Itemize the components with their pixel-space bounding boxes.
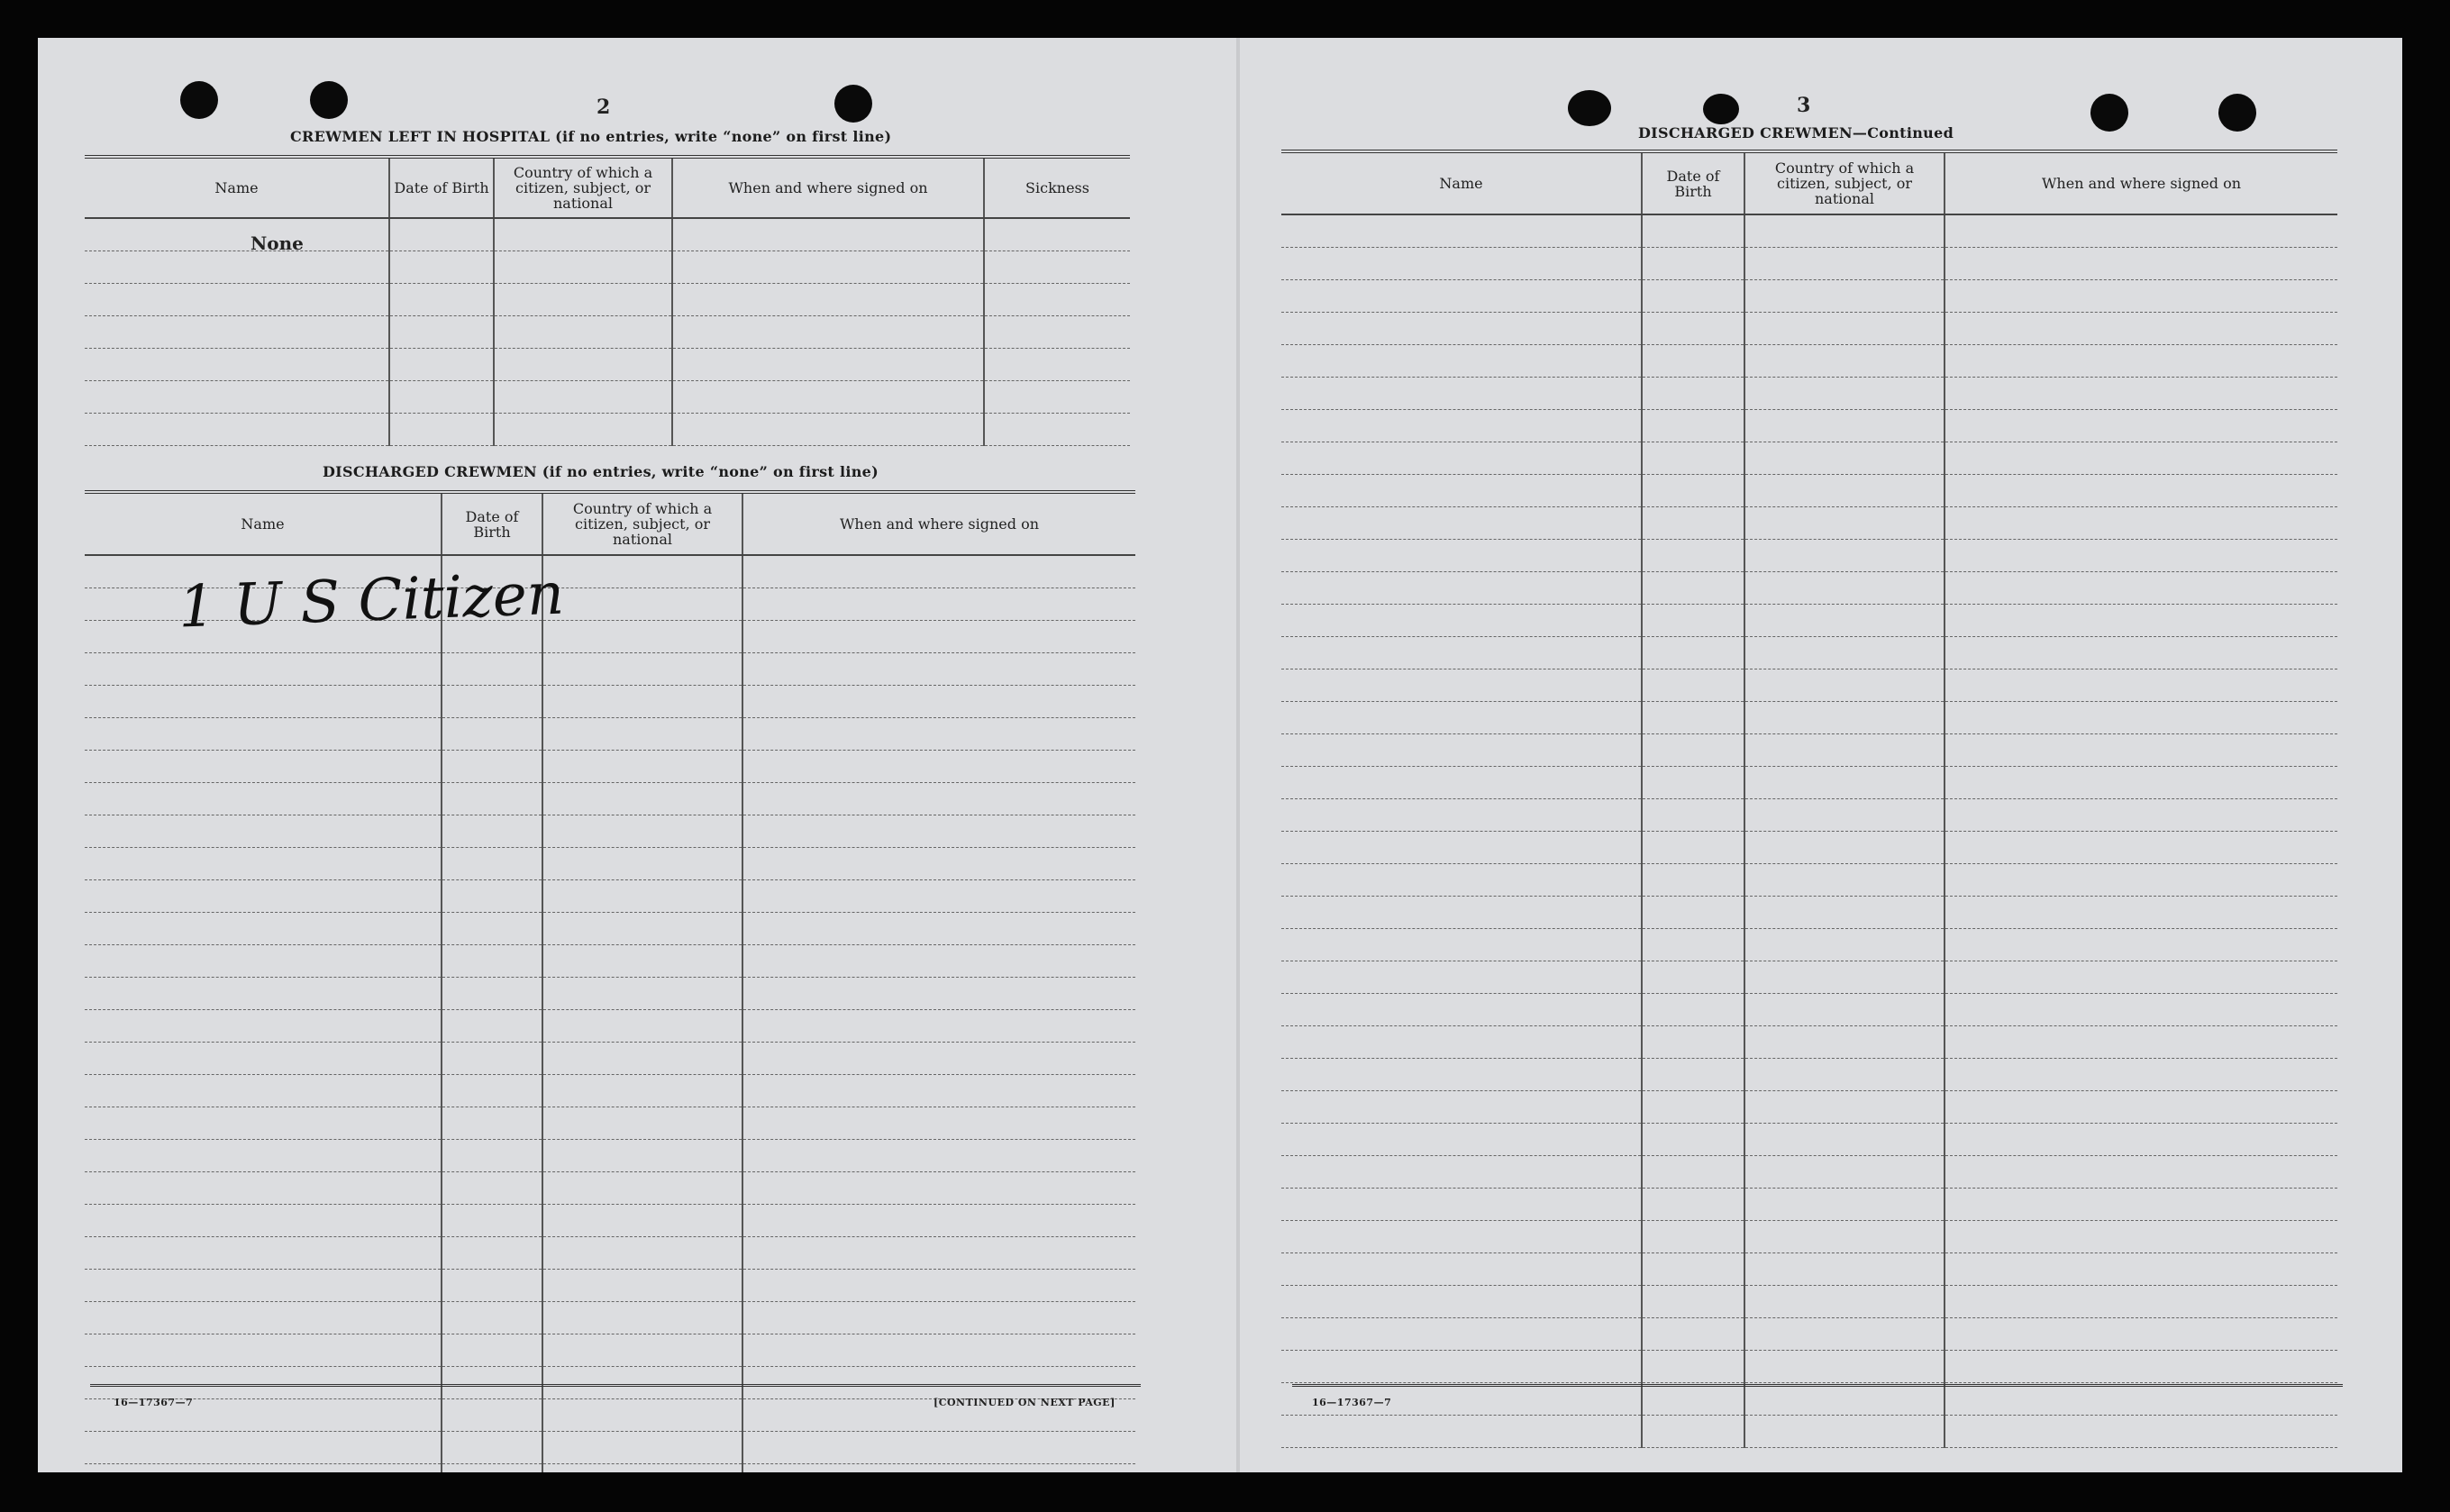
table-row <box>1281 734 2337 767</box>
table-row <box>1281 897 2337 929</box>
hospital-table <box>85 155 1130 446</box>
right-title: DISCHARGED CREWMEN <box>1638 124 1853 141</box>
table-row <box>85 1302 1135 1334</box>
table-row <box>1281 799 2337 832</box>
table-row <box>85 1464 1135 1473</box>
hospital-note: (if no entries, write “none” on first line) <box>555 128 892 145</box>
discharged-section-title <box>323 463 879 480</box>
table-row <box>1281 994 2337 1026</box>
table-row <box>1281 1286 2337 1318</box>
table-row <box>1281 1351 2337 1383</box>
table-row <box>85 783 1135 815</box>
table-row <box>85 815 1135 848</box>
table-row <box>85 414 1130 446</box>
table-row <box>85 880 1135 913</box>
right-title-suffix: —Continued <box>1852 124 1954 141</box>
table-row <box>1281 702 2337 734</box>
table-row <box>1281 1416 2337 1448</box>
table-row <box>1281 507 2337 540</box>
table-row <box>85 1010 1135 1043</box>
table-row <box>1281 637 2337 669</box>
punch-hole <box>2090 94 2128 132</box>
table-row <box>1281 410 2337 442</box>
table-row <box>1281 280 2337 313</box>
column-header-sickness: Sickness <box>984 157 1130 218</box>
table-row <box>1281 572 2337 605</box>
table-row <box>1281 864 2337 897</box>
table-row <box>1281 1189 2337 1221</box>
table-row <box>1281 1026 2337 1059</box>
punch-hole <box>1703 94 1739 124</box>
table-row <box>1281 475 2337 507</box>
column-header-name: Name <box>85 157 389 218</box>
table-row <box>1281 313 2337 345</box>
continued-section-title <box>1638 124 1954 141</box>
table-row <box>1281 1318 2337 1351</box>
punch-hole <box>834 85 872 123</box>
column-header-name: Name <box>85 492 442 555</box>
table-row <box>85 316 1130 349</box>
hospital-section-title <box>290 128 891 145</box>
discharged-rows <box>85 555 1135 1472</box>
discharged-continued-table <box>1281 150 2337 1448</box>
none-entry: None <box>250 232 304 254</box>
handwritten-entry: 1 U S Citizen <box>177 560 566 642</box>
table-row <box>1281 345 2337 378</box>
document-sheet <box>38 38 2402 1472</box>
punch-hole <box>1568 90 1611 126</box>
table-row <box>1281 248 2337 280</box>
page-number: 2 <box>597 96 611 119</box>
column-header-date-of-birth: Date of Birth <box>389 157 494 218</box>
table-row <box>1281 1059 2337 1091</box>
column-header-date-of-birth: Date of Birth <box>1642 151 1744 214</box>
table-row <box>85 1075 1135 1107</box>
table-row <box>1281 929 2337 961</box>
table-row <box>85 1205 1135 1237</box>
table-row <box>85 848 1135 880</box>
table-row <box>85 1172 1135 1205</box>
discharged-note: (if no entries, write “none” on first line) <box>542 463 879 480</box>
column-header-signed-on: When and where signed on <box>1945 151 2337 214</box>
table-row <box>85 653 1135 686</box>
table-row <box>85 1237 1135 1270</box>
table-row <box>1281 1156 2337 1189</box>
table-row <box>85 1043 1135 1075</box>
table-row <box>85 1432 1135 1464</box>
table-row <box>85 1334 1135 1367</box>
table-row <box>85 349 1130 381</box>
table-row <box>1281 214 2337 248</box>
table-row <box>85 978 1135 1010</box>
table-row <box>85 381 1130 414</box>
column-header-signed-on: When and where signed on <box>672 157 984 218</box>
table-row <box>1281 605 2337 637</box>
table-row <box>1281 767 2337 799</box>
table-row <box>85 1367 1135 1399</box>
table-row <box>85 1107 1135 1140</box>
column-header-country: Country of which a citizen, subject, or national <box>542 492 742 555</box>
form-number: 16—17367—7 <box>1312 1397 1392 1408</box>
table-row <box>85 913 1135 945</box>
table-row <box>1281 1221 2337 1253</box>
form-number: 16—17367—7 <box>114 1397 194 1408</box>
table-row <box>1281 1124 2337 1156</box>
column-header-country: Country of which a citizen, subject, or national <box>494 157 672 218</box>
page-number: 3 <box>1797 94 1811 117</box>
table-row <box>1281 442 2337 475</box>
page-fold <box>1236 38 1240 1472</box>
hospital-title: CREWMEN LEFT IN HOSPITAL <box>290 128 551 145</box>
table-row <box>1281 378 2337 410</box>
table-row <box>85 218 1130 251</box>
table-row <box>85 751 1135 783</box>
table-row <box>1281 1253 2337 1286</box>
continued-note: [CONTINUED ON NEXT PAGE] <box>934 1397 1116 1408</box>
table-row <box>85 1270 1135 1302</box>
punch-hole <box>2218 94 2256 132</box>
column-header-signed-on: When and where signed on <box>742 492 1135 555</box>
table-row <box>85 284 1130 316</box>
table-row <box>1281 961 2337 994</box>
table-row <box>1281 540 2337 572</box>
column-header-date-of-birth: Date of Birth <box>442 492 542 555</box>
column-header-name: Name <box>1281 151 1642 214</box>
punch-hole <box>310 81 348 119</box>
discharged-title: DISCHARGED CREWMEN <box>323 463 537 480</box>
table-row <box>1281 1091 2337 1124</box>
table-row <box>1281 669 2337 702</box>
table-row <box>85 718 1135 751</box>
bottom-rule <box>90 1384 1141 1387</box>
table-row <box>85 945 1135 978</box>
table-row <box>1281 832 2337 864</box>
table-row <box>85 1140 1135 1172</box>
punch-hole <box>180 81 218 119</box>
bottom-rule <box>1292 1384 2343 1387</box>
table-row <box>85 251 1130 284</box>
column-header-country: Country of which a citizen, subject, or national <box>1744 151 1945 214</box>
table-row <box>1281 1383 2337 1416</box>
table-row <box>85 686 1135 718</box>
